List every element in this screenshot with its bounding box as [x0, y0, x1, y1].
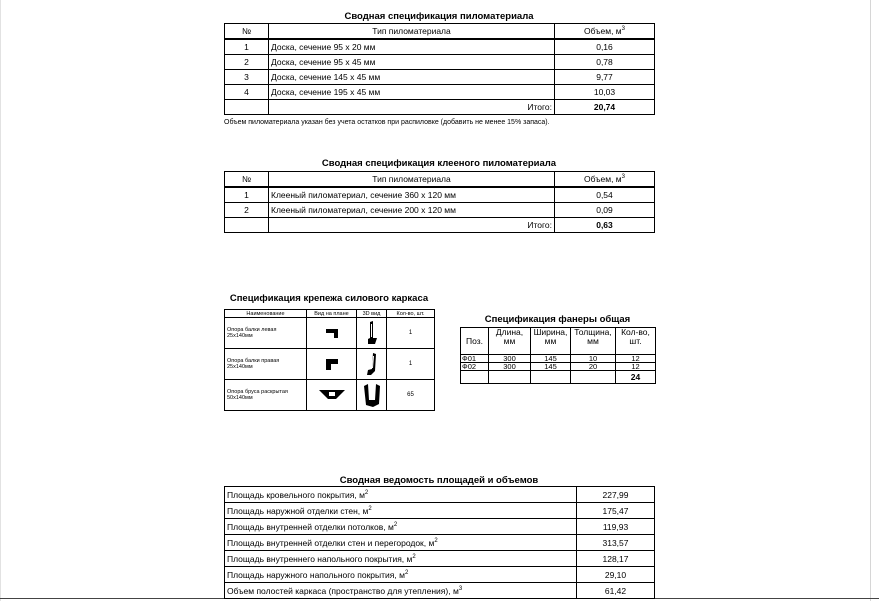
row-type: Клееный пиломатериал, сечение 360 х 120 мм	[269, 187, 555, 203]
table-row	[225, 535, 655, 551]
table-row	[225, 187, 655, 203]
table-row	[225, 85, 655, 100]
table-header-row	[225, 24, 655, 40]
lumber-title: Сводная спецификация пиломатериала	[344, 11, 534, 22]
row-num: 2	[225, 55, 269, 70]
table-header-row	[225, 172, 655, 188]
areas-title: Сводная ведомость площадей и объемов	[339, 475, 539, 486]
table-row	[225, 349, 435, 380]
row-label: Площадь кровельного покрытия, $м^2$	[225, 487, 577, 503]
total-value: 20,74	[555, 100, 655, 115]
fasteners-table	[224, 309, 435, 411]
table-row	[225, 55, 655, 70]
row-quantity: 1	[387, 349, 435, 380]
table-row	[225, 70, 655, 85]
header-name: Наименование	[225, 310, 307, 318]
total-value: 24	[616, 371, 656, 384]
fasteners-title: Спецификация крепежа силового каркаса	[229, 293, 429, 304]
page-right-edge	[870, 0, 871, 601]
row-value: 29,10	[577, 567, 655, 583]
row-quantity: 65	[387, 380, 435, 411]
header-num: №	[225, 24, 269, 40]
row-length: 300	[489, 363, 531, 371]
table-row	[225, 551, 655, 567]
row-type: Доска, сечение 145 х 45 мм	[269, 70, 555, 85]
header-width: Ширина, мм	[531, 328, 571, 355]
glued-title: Сводная спецификация клееного пиломатериала	[321, 158, 557, 169]
page-left-edge	[0, 0, 1, 601]
row-value: 61,42	[577, 583, 655, 599]
header-volume: Объем, $м^3$	[555, 24, 655, 40]
row-thickness: 20	[571, 363, 616, 371]
header-position: Поз.	[461, 328, 489, 355]
header-3d-view: 3D вид	[357, 310, 387, 318]
header-plan-view: Вид на плане	[307, 310, 357, 318]
header-length: Длина, мм	[489, 328, 531, 355]
header-type: Тип пиломатериала	[269, 172, 555, 188]
empty-cell	[225, 218, 269, 233]
row-num: 4	[225, 85, 269, 100]
header-num: №	[225, 172, 269, 188]
glued-table	[224, 171, 655, 233]
table-row	[225, 203, 655, 218]
header-quantity: Кол-во, шт.	[387, 310, 435, 318]
row-volume: 0,16	[555, 39, 655, 55]
row-value: 128,17	[577, 551, 655, 567]
total-value: 0,63	[555, 218, 655, 233]
empty-cell	[531, 371, 571, 384]
row-name: Опора бруса раскрытая 50х140мм	[225, 380, 307, 411]
row-quantity: 12	[616, 355, 656, 363]
row-value: 227,99	[577, 487, 655, 503]
total-label: Итого:	[269, 218, 555, 233]
left-beam-support-plan-icon	[307, 318, 357, 349]
row-thickness: 10	[571, 355, 616, 363]
row-volume: 0,78	[555, 55, 655, 70]
row-label: Площадь наружной отделки стен, $м^2$	[225, 503, 577, 519]
total-label: Итого:	[269, 100, 555, 115]
row-width: 145	[531, 363, 571, 371]
header-type: Тип пиломатериала	[269, 24, 555, 40]
row-volume: 0,09	[555, 203, 655, 218]
table-row	[225, 487, 655, 503]
row-volume: 0,54	[555, 187, 655, 203]
table-row	[225, 39, 655, 55]
right-beam-support-plan-icon	[307, 349, 357, 380]
row-type: Доска, сечение 95 х 20 мм	[269, 39, 555, 55]
row-num: 3	[225, 70, 269, 85]
header-volume: Объем, $м^3$	[555, 172, 655, 188]
row-label: Объем полостей каркаса (пространство для утепления), $м^3$	[225, 583, 577, 599]
total-row	[225, 218, 655, 233]
row-label: Площадь внутренней отделки потолков, $м^2$	[225, 519, 577, 535]
table-header-row	[461, 328, 656, 355]
row-label: Площадь наружного напольного покрытия, $м^2$	[225, 567, 577, 583]
right-beam-support-3d-icon	[357, 349, 387, 380]
empty-cell	[461, 371, 489, 384]
row-type: Доска, сечение 95 х 45 мм	[269, 55, 555, 70]
table-row	[225, 519, 655, 535]
row-name: Опора балки левая 25х140мм	[225, 318, 307, 349]
row-position: Ф02	[461, 363, 489, 371]
table-row	[225, 503, 655, 519]
row-value: 119,93	[577, 519, 655, 535]
header-quantity: Кол-во, шт.	[616, 328, 656, 355]
lumber-table	[224, 23, 655, 115]
empty-cell	[225, 100, 269, 115]
row-num: 1	[225, 187, 269, 203]
row-volume: 10,03	[555, 85, 655, 100]
table-row	[225, 380, 435, 411]
row-length: 300	[489, 355, 531, 363]
row-label: Площадь внутренней отделки стен и перегородок, $м^2$	[225, 535, 577, 551]
open-bar-support-plan-icon	[307, 380, 357, 411]
plywood-table	[460, 327, 656, 384]
row-type: Доска, сечение 195 х 45 мм	[269, 85, 555, 100]
table-row	[461, 355, 656, 363]
empty-cell	[571, 371, 616, 384]
table-row	[225, 583, 655, 599]
row-volume: 9,77	[555, 70, 655, 85]
lumber-note: Объем пиломатериала указан без учета остатков при распиловке (добавить не менее 15% запаса).	[224, 119, 550, 126]
table-header-row	[225, 310, 435, 318]
row-value: 313,57	[577, 535, 655, 551]
row-label: Площадь внутреннего напольного покрытия, $м^2$	[225, 551, 577, 567]
row-position: Ф01	[461, 355, 489, 363]
empty-cell	[489, 371, 531, 384]
row-value: 175,47	[577, 503, 655, 519]
table-row	[225, 318, 435, 349]
header-thickness: Толщина, мм	[571, 328, 616, 355]
total-row	[461, 371, 656, 384]
row-quantity: 1	[387, 318, 435, 349]
row-name: Опора балки правая 25х140мм	[225, 349, 307, 380]
table-row	[461, 363, 656, 371]
left-beam-support-3d-icon	[357, 318, 387, 349]
total-row	[225, 100, 655, 115]
row-width: 145	[531, 355, 571, 363]
plywood-title: Спецификация фанеры общая	[484, 314, 631, 325]
row-num: 2	[225, 203, 269, 218]
row-num: 1	[225, 39, 269, 55]
row-quantity: 12	[616, 363, 656, 371]
table-row	[225, 567, 655, 583]
open-bar-support-3d-icon	[357, 380, 387, 411]
row-type: Клееный пиломатериал, сечение 200 х 120 мм	[269, 203, 555, 218]
areas-table	[224, 486, 655, 599]
